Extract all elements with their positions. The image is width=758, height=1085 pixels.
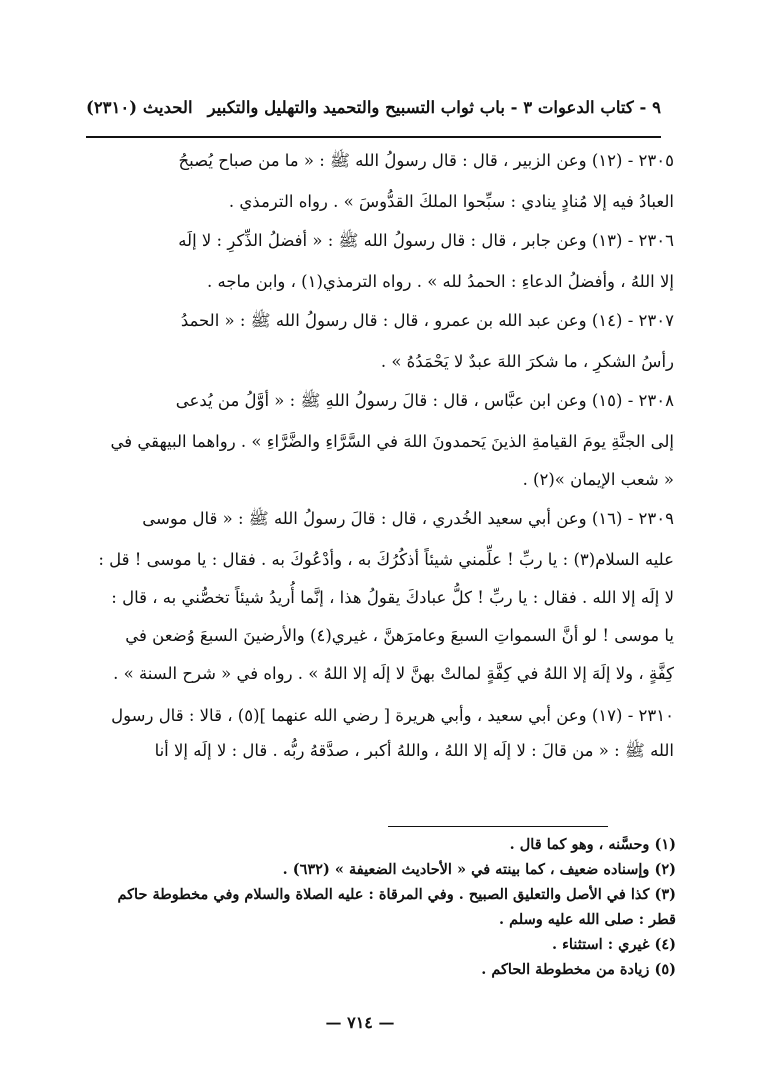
hadith-line: كِفَّةٍ ، ولا إلَهَ إلا اللهُ في كِفَّةٍ لمالتْ بهنَّ لا إلَه إلا اللهُ » . رواه في « شرح السنة » . bbox=[113, 663, 674, 683]
hadith-line: « شعب الإيمان »(٢) . bbox=[522, 469, 674, 489]
hadith-line: ٢٣٠٥ - (١٢) وعن الزبير ، قال : قال رسولُ الله ﷺ : « ما من صباح يُصبحُ bbox=[178, 151, 674, 170]
hadith-line: ٢٣٠٧ - (١٤) وعن عبد الله بن عمرو ، قال : قال رسولُ الله ﷺ : « الحمدُ bbox=[180, 311, 674, 330]
page-number: — ٧١٤ — bbox=[325, 1013, 395, 1032]
footnote-rule bbox=[388, 826, 608, 827]
footnote: (٤) غيري : استثناء . bbox=[552, 936, 676, 953]
footnotes bbox=[86, 832, 676, 982]
chapter-title bbox=[208, 98, 661, 117]
hadith-line: رأسُ الشكرِ ، ما شكرَ اللهَ عبدٌ لا يَحْمَدُهُ » . bbox=[380, 351, 674, 371]
hadith-line: ٢٣١٠ - (١٧) وعن أبي سعيد ، وأبي هريرة [ رضي الله عنهما ](٥) ، قالا : قال رسول bbox=[111, 705, 674, 725]
hadith-2307 bbox=[86, 304, 674, 380]
hadith-line: العبادُ فيه إلا مُنادٍ ينادي : سبِّحوا الملكَ القدُّوسَ » . رواه الترمذي . bbox=[228, 191, 674, 211]
hadith-list bbox=[86, 144, 674, 772]
footnote: (٥) زيادة من مخطوطة الحاكم . bbox=[481, 961, 676, 978]
hadith-range: الحديث (٢٣١٠) bbox=[86, 97, 193, 117]
footnote: قطر : صلى الله عليه وسلم . bbox=[499, 911, 676, 928]
footnote: (١) وحسَّنه ، وهو كما قال . bbox=[509, 836, 676, 853]
chapter-title-text: - كتاب الدعوات ٣ - باب ثواب التسبيح والتحميد والتهليل والتكبير bbox=[207, 97, 647, 117]
hadith-line: لا إلَه إلا الله . فقال : يا ربِّ ! كلُّ عبادكَ يقولُ هذا ، إنَّما أُريدُ شيئاً تخصُّني به ، قال : bbox=[111, 587, 674, 607]
hadith-line: ٢٣٠٨ - (١٥) وعن ابن عبَّاس ، قال : قالَ رسولُ اللهِ ﷺ : « أوَّلُ من يُدعى bbox=[175, 391, 674, 410]
hadith-2310 bbox=[86, 696, 674, 772]
header-rule bbox=[86, 136, 661, 138]
hadith-line: عليه السلام(٣) : يا ربِّ ! علِّمني شيئاً أذكُرُكَ به ، وأدْعُوكَ به . فقال : يا موسى ! قل : bbox=[98, 549, 674, 569]
hadith-line: يا موسى ! لو أنَّ السمواتِ السبعَ وعامرَهنَّ ، غيري(٤) والأرضينَ السبعَ وُضعن في bbox=[125, 625, 674, 645]
footnote: (٢) وإسناده ضعيف ، كما بينته في « الأحاديث الضعيفة » (٦٣٢) . bbox=[282, 861, 676, 878]
hadith-2306 bbox=[86, 224, 674, 300]
page-header bbox=[86, 86, 661, 128]
hadith-line: الله ﷺ : « من قالَ : لا إلَه إلا اللهُ ، واللهُ أكبر ، صدَّقهُ ربُّه . قال : لا إلَه إلا أنا bbox=[154, 741, 674, 760]
hadith-line: ٢٣٠٦ - (١٣) وعن جابر ، قال : قال رسولُ الله ﷺ : « أفضلُ الذِّكرِ : لا إلَه bbox=[178, 231, 674, 250]
hadith-line: إلى الجنَّةِ يومَ القيامةِ الذينَ يَحمدونَ اللهَ في السَّرَّاءِ والضَّرَّاءِ » . رواهما البيهقي في bbox=[110, 431, 674, 451]
hadith-2308 bbox=[86, 384, 674, 498]
hadith-line: إلا اللهُ ، وأفضلُ الدعاءِ : الحمدُ لله » . رواه الترمذي(١) ، وابن ماجه . bbox=[207, 271, 674, 291]
page-marker: ٩ bbox=[652, 97, 661, 117]
hadith-line: ٢٣٠٩ - (١٦) وعن أبي سعيد الخُدري ، قال : قالَ رسولُ الله ﷺ : « قال موسى bbox=[142, 509, 674, 528]
hadith-2309 bbox=[86, 502, 674, 692]
hadith-2305 bbox=[86, 144, 674, 220]
footnote: (٣) كذا في الأصل والتعليق الصبيح . وفي المرقاة : عليه الصلاة والسلام وفي مخطوطة حاكم bbox=[117, 886, 676, 903]
